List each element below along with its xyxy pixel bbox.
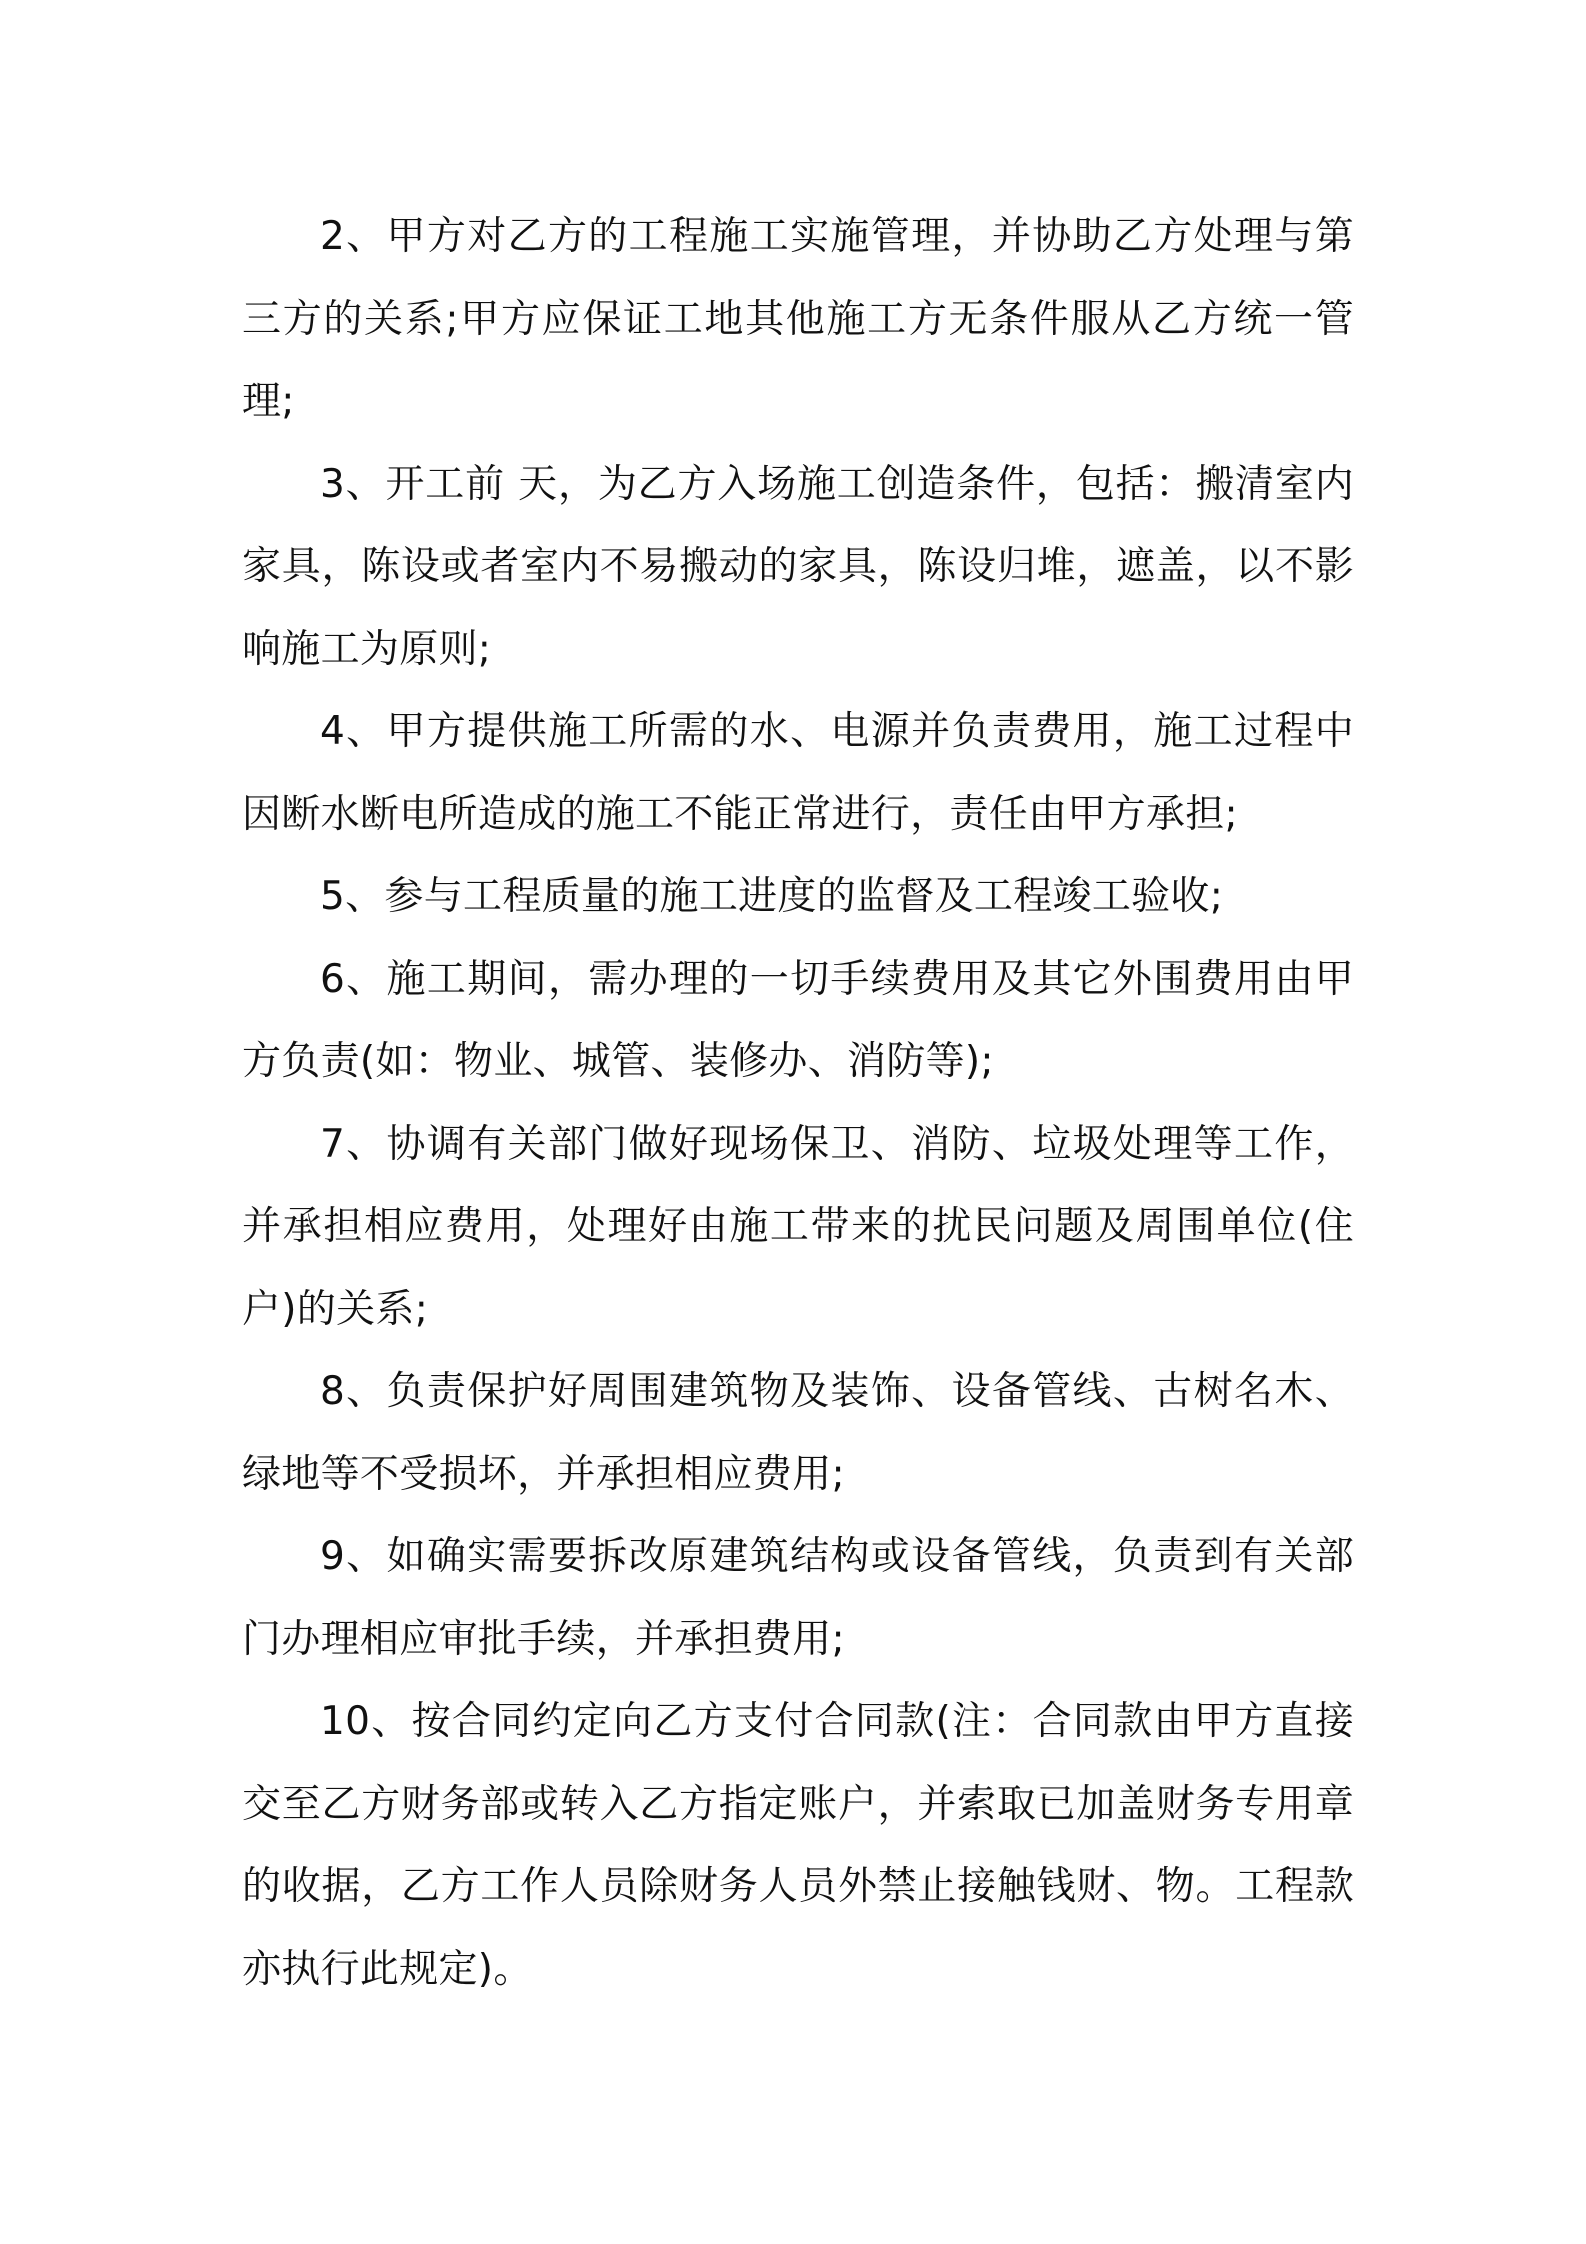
paragraph-item-2: 2、甲方对乙方的工程施工实施管理，并协助乙方处理与第三方的关系;甲方应保证工地其他施工方无条件服从乙方统一管理; (242, 214, 1354, 424)
paragraph-item-10: 10、按合同约定向乙方支付合同款(注：合同款由甲方直接交至乙方财务部或转入乙方指定账户，并索取已加盖财务专用章的收据，乙方工作人员除财务人员外禁止接触钱财、物。工程款亦执行此规定)。 (242, 1699, 1354, 1992)
paragraph-item-5: 5、参与工程质量的施工进度的监督及工程竣工验收; (320, 874, 1224, 919)
paragraph-item-7: 7、协调有关部门做好现场保卫、消防、垃圾处理等工作，并承担相应费用，处理好由施工带来的扰民问题及周围单位(住户)的关系; (242, 1121, 1354, 1332)
paragraph-item-4: 4、甲方提供施工所需的水、电源并负责费用，施工过程中因断水断电所造成的施工不能正常进行，责任由甲方承担; (242, 709, 1354, 837)
paragraph-item-6: 6、施工期间，需办理的一切手续费用及其它外围费用由甲方负责(如：物业、城管、装修办、消防等); (242, 956, 1354, 1084)
paragraph-item-9: 9、如确实需要拆改原建筑结构或设备管线，负责到有关部门办理相应审批手续，并承担费用; (242, 1534, 1354, 1662)
paragraph-item-3: 3、开工前 天，为乙方入场施工创造条件，包括：搬清室内家具，陈设或者室内不易搬动的家具，陈设归堆，遮盖，以不影响施工为原则; (242, 461, 1354, 672)
paragraph-item-8: 8、负责保护好周围建筑物及装饰、设备管线、古树名木、绿地等不受损坏，并承担相应费用; (242, 1369, 1354, 1497)
document-body (242, 196, 1354, 2011)
